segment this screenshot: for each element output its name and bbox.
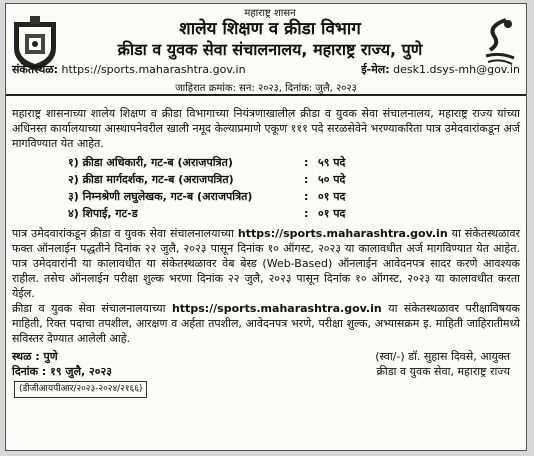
post-item: १) क्रीडा अधिकारी, गट-ब (अराजपत्रित) : ५९ पदे [68, 156, 346, 169]
date: दिनांक : १९ जुलै, २०२३ [12, 365, 112, 378]
contact-line [12, 62, 520, 77]
website-link[interactable]: https://sports.maharashtra.gov.in [61, 63, 246, 76]
information-paragraph: क्रीडा व युवक सेवा संचालनालयाच्या https://sports.maharashtra.gov.in या संकेतस्थळावर परीक्षाविषयक माहिती, रिक्त पदाचा तपशील, आरक्षण व अर्हता तपशील, आवेदनपत्र भरणे, परीक्षा शुल्क, अभ्यासक्रम इ. माहिती जाहिरातीमध्ये सविस्तर देण्यात आलेली आहे. [12, 302, 520, 345]
website-link[interactable]: https://sports.maharashtra.gov.in [171, 302, 382, 315]
website-label: संकेतस्थळ: [12, 63, 59, 76]
ad-body [6, 106, 526, 397]
email-link[interactable]: desk1.dsys-mh@gov.in [393, 63, 520, 76]
header-divider [6, 94, 526, 96]
letterhead [6, 4, 526, 106]
ad-number: जाहिरात क्रमांक: सन: २०२३, दिनांक: जुलै, २०२३ [175, 83, 357, 94]
post-item: ४) शिपाई, गट-ड : ०१ पद [68, 207, 346, 220]
post-item: २) क्रीडा मार्गदर्शक, गट-ब (अराजपत्रित) : ५० पदे [68, 173, 346, 186]
place: स्थळ : पुणे [12, 350, 58, 363]
department-name: शालेय शिक्षण व क्रीडा विभाग [179, 19, 361, 39]
directorate-name: क्रीडा व युवक सेवा संचालनालय, महाराष्ट्र राज्य, पुणे [117, 40, 423, 59]
application-paragraph: पात्र उमेदवारांकडून क्रीडा व युवक सेवा संचालनालयाच्या https://sports.maharashtra.gov.in या संकेतस्थळावर फक्त ऑनलाईन पद्धतीने दिनांक २२ जुलै, २०२३ पासून दिनांक १० ऑगस्ट, २०२३ या कालावधीत अर्ज मागविण्यात येत आहेत. पात्र उमेदवारांनी या कालावधीत या संकेतस्थळावर वेब बेस्ड (Web-Based) ऑनलाईन आवेदनपत्र सादर करणे आवश्यक राहील. तसेच ऑनलाईन परीक्षा शुल्क भरणा दिनांक २२ जुलै, २०२३ पासून दिनांक १० ऑगस्ट, २०२३ या कालावधीत करता येईल. [12, 227, 520, 300]
advertisement-page [5, 3, 527, 451]
post-item: ३) निम्नश्रेणी लघुलेखक, गट-ब (अराजपत्रित) : ०१ पद [68, 190, 346, 203]
signature-block [12, 349, 520, 397]
email-label: ई-मेल: [361, 63, 390, 76]
website-link[interactable]: https://sports.maharashtra.gov.in [237, 227, 448, 240]
signatory: (स्वा/-) डॉ. सुहास दिवसे, आयुक्त [375, 350, 510, 363]
dgipr-code: (डीजीआयपीआर/२०२३-२०२४/२१६६) [14, 381, 147, 398]
intro-paragraph: महाराष्ट्र शासनाच्या शालेय शिक्षण व क्रीडा विभागाच्या नियंत्रणाखालील क्रीडा व युवक सेवा संचालनालय, महाराष्ट्र राज्य यांच्या अधिनस्त कार्यालयाच्या आस्थापनेवरील खाली नमूद केल्याप्रमाणे एकूण १११ पदे सरळसेवेने भरण्याकरिता पात्र उमेदवारांकडून अर्ज मागविण्यात येत आहेत. [12, 107, 520, 150]
posts-list [12, 155, 520, 223]
signatory-office: क्रीडा व युवक सेवा, महाराष्ट्र राज्य [376, 365, 510, 378]
government-name: महाराष्ट्र शासन [244, 8, 296, 19]
sports-department-logo-icon [480, 16, 520, 68]
